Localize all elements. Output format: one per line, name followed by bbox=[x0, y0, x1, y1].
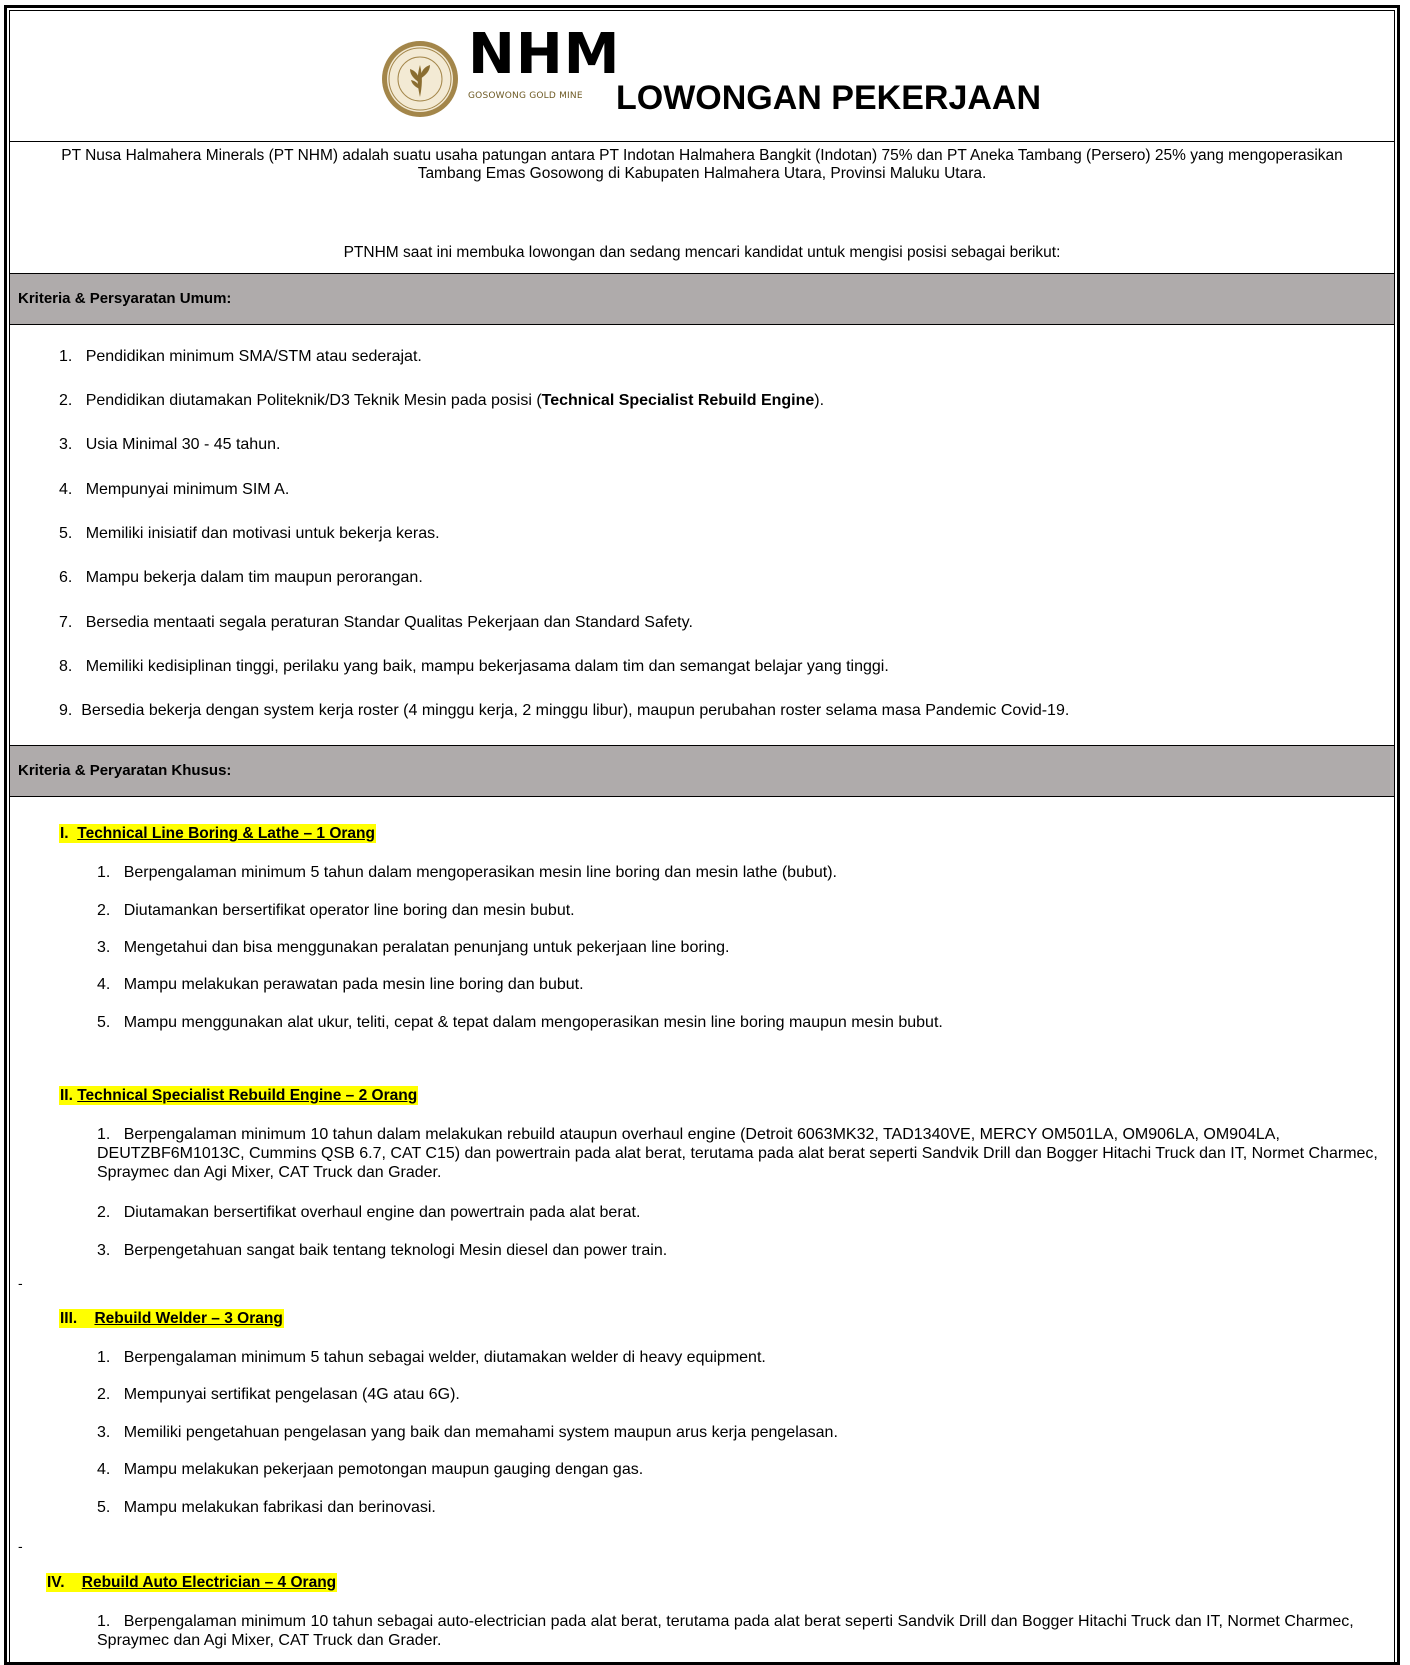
general-item-5: 5. Memiliki inisiatif dan motivasi untuk bekerja keras. bbox=[59, 525, 440, 542]
opening-statement: PTNHM saat ini membuka lowongan dan sedang mencari kandidat untuk mengisi posisi sebagai berikut: bbox=[343, 244, 1061, 261]
position-1-item-3: 3. Mengetahui dan bisa menggunakan peralatan penunjang untuk pekerjaan line boring. bbox=[97, 939, 730, 956]
logo-text: NHM bbox=[468, 22, 621, 87]
document-inner bbox=[9, 10, 1395, 1662]
general-item-3: 3. Usia Minimal 30 - 45 tahun. bbox=[59, 436, 281, 453]
nhm-logo bbox=[380, 22, 621, 128]
gold-seal-icon bbox=[380, 39, 460, 119]
page-title: LOWONGAN PEKERJAAN bbox=[616, 79, 1042, 117]
position-title-2: II. Technical Specialist Rebuild Engine – 2 Orang bbox=[60, 1087, 418, 1104]
intro-paragraph: PT Nusa Halmahera Minerals (PT NHM) adalah suatu usaha patungan antara PT Indotan Halmahera Bangkit (Indotan) 75% dan PT Aneka Tambang (Persero) 25% yang mengoperasikan Tambang Emas Gosowong di Kabupaten Halmahera Utara, Provinsi Maluku Utara. bbox=[61, 147, 1343, 182]
position-3-item-5: 5. Mampu melakukan fabrikasi dan berinovasi. bbox=[97, 1499, 436, 1516]
position-title-4: IV. Rebuild Auto Electrician – 4 Orang bbox=[47, 1574, 337, 1591]
position-4-item-1: 1. Berpengalaman minimum 10 tahun sebagai auto-electrician pada alat berat, terutama pada alat berat seperti Sandvik Drill dan Bogger Hitachi Truck dan IT, Normet Charmec, Spraymec dan Agi Mixer, CAT Truck dan Grader. bbox=[97, 1613, 1354, 1649]
position-3-item-1: 1. Berpengalaman minimum 5 tahun sebagai welder, diutamakan welder di heavy equipment. bbox=[97, 1349, 766, 1366]
general-item-1: 1. Pendidikan minimum SMA/STM atau sederajat. bbox=[59, 348, 422, 365]
position-3-item-3: 3. Memiliki pengetahuan pengelasan yang baik dan memahami system maupun arus kerja pengelasan. bbox=[97, 1424, 838, 1441]
position-1-item-1: 1. Berpengalaman minimum 5 tahun dalam mengoperasikan mesin line boring dan mesin lathe (bubut). bbox=[97, 864, 837, 881]
logo-subtext: GOSOWONG GOLD MINE bbox=[468, 91, 583, 101]
general-item-4: 4. Mempunyai minimum SIM A. bbox=[59, 481, 290, 498]
document-header bbox=[10, 11, 1394, 142]
position-title-3: III. Rebuild Welder – 3 Orang bbox=[60, 1310, 283, 1327]
general-item-9: 9. Bersedia bekerja dengan system kerja roster (4 minggu kerja, 2 minggu libur), maupun perubahan roster selama masa Pandemic Covid-19. bbox=[59, 702, 1070, 719]
special-section-header bbox=[10, 745, 1394, 797]
general-section-title: Kriteria & Persyaratan Umum: bbox=[18, 290, 232, 307]
position-2-item-2: 2. Diutamakan bersertifikat overhaul engine dan powertrain pada alat berat. bbox=[97, 1204, 641, 1221]
separator-dash-2: - bbox=[18, 1538, 23, 1554]
position-1-item-5: 5. Mampu menggunakan alat ukur, teliti, cepat & tepat dalam mengoperasikan mesin line boring maupun mesin bubut. bbox=[97, 1014, 943, 1031]
separator-dash-1: - bbox=[18, 1275, 23, 1291]
position-1-item-4: 4. Mampu melakukan perawatan pada mesin line boring dan bubut. bbox=[97, 976, 584, 993]
position-title-1: I. Technical Line Boring & Lathe – 1 Orang bbox=[60, 825, 375, 842]
position-3-item-2: 2. Mempunyai sertifikat pengelasan (4G atau 6G). bbox=[97, 1386, 460, 1403]
position-2-item-1: 1. Berpengalaman minimum 10 tahun dalam melakukan rebuild ataupun overhaul engine (Detroit 6063MK32, TAD1340VE, MERCY OM501LA, OM906LA, OM904LA, DEUTZBF6M1013C, Cummins QSB 6.7, CAT C15) dan powertrain pada alat berat, terutama pada alat berat seperti Sandvik Drill dan Bogger Hitachi Truck dan IT, Normet Charmec, Spraymec dan Agi Mixer, CAT Truck dan Grader. bbox=[97, 1126, 1378, 1181]
general-item-6: 6. Mampu bekerja dalam tim maupun perorangan. bbox=[59, 569, 423, 586]
document-frame bbox=[4, 5, 1400, 1665]
general-item-7: 7. Bersedia mentaati segala peraturan Standar Qualitas Pekerjaan dan Standard Safety. bbox=[59, 614, 693, 631]
position-1-item-2: 2. Diutamankan bersertifikat operator line boring dan mesin bubut. bbox=[97, 902, 575, 919]
position-3-item-4: 4. Mampu melakukan pekerjaan pemotongan maupun gauging dengan gas. bbox=[97, 1461, 644, 1478]
general-item-2: 2. Pendidikan diutamakan Politeknik/D3 Teknik Mesin pada posisi (Technical Specialist Rebuild Engine). bbox=[59, 392, 825, 409]
general-section-header bbox=[10, 273, 1394, 325]
special-section-title: Kriteria & Peryaratan Khusus: bbox=[18, 762, 232, 779]
position-2-item-3: 3. Berpengetahuan sangat baik tentang teknologi Mesin diesel dan power train. bbox=[97, 1242, 668, 1259]
general-item-8: 8. Memiliki kedisiplinan tinggi, perilaku yang baik, mampu bekerjasama dalam tim dan semangat belajar yang tinggi. bbox=[59, 658, 889, 675]
